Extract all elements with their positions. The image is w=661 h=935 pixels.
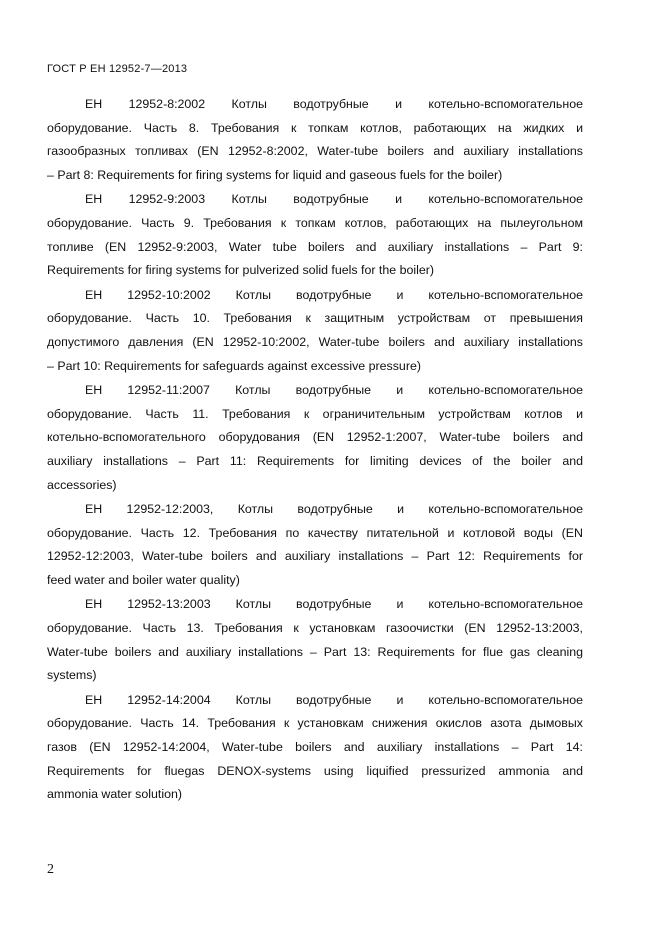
entry-line: оборудование. Часть 9. Требования к топкам котлов, работающих на пылеугольном xyxy=(47,215,583,230)
entry-line: ammonia water solution) xyxy=(47,787,182,802)
entry-line: feed water and boiler water quality) xyxy=(47,572,240,587)
reference-entry-en-12952-13 xyxy=(47,593,583,687)
entry-line: топливе (EN 12952-9:2003, Water tube boilers and auxiliary installations – Part 9: xyxy=(47,239,583,254)
entry-line: – Part 10: Requirements for safeguards against excessive pressure) xyxy=(47,358,421,373)
entry-line: ЕН 12952-8:2002 Котлы водотрубные и котельно-вспомогательное xyxy=(85,97,583,111)
entry-line: Water-tube boilers and auxiliary installations – Part 13: Requirements for flue gas cleaning xyxy=(47,644,583,659)
entry-line: оборудование. Часть 11. Требования к ограничительным устройствам котлов и xyxy=(47,406,583,421)
reference-entry-en-12952-8 xyxy=(47,93,583,187)
entry-line: котельно-вспомогательного оборудования (EN 12952-1:2007, Water-tube boilers and xyxy=(47,430,583,445)
entry-line: accessories) xyxy=(47,477,117,492)
reference-entry-en-12952-14 xyxy=(47,689,583,807)
entry-line: оборудование. Часть 13. Требования к установкам газоочистки (EN 12952-13:2003, xyxy=(47,621,583,636)
entry-line: газообразных топливах (EN 12952-8:2002, Water-tube boilers and auxiliary installations xyxy=(47,144,583,159)
entry-line: ЕН 12952-12:2003, Котлы водотрубные и котельно-вспомогательное xyxy=(85,502,583,517)
entry-line: ЕН 12952-14:2004 Котлы водотрубные и котельно-вспомогательное xyxy=(85,692,583,707)
reference-entry-en-12952-12 xyxy=(47,498,583,592)
entry-line: оборудование. Часть 14. Требования к установкам снижения окислов азота дымовых xyxy=(47,716,583,731)
entry-line: Requirements for firing systems for pulverized solid fuels for the boiler) xyxy=(47,263,435,278)
reference-entry-en-12952-9 xyxy=(47,188,583,282)
entry-line: оборудование. Часть 12. Требования по качеству питательной и котловой воды (EN xyxy=(47,525,583,540)
entry-line: газов (EN 12952-14:2004, Water-tube boilers and auxiliary installations – Part 14: xyxy=(47,740,583,755)
entry-line: ЕН 12952-9:2003 Котлы водотрубные и котельно-вспомогательное xyxy=(85,192,583,207)
entry-line: оборудование. Часть 8. Требования к топкам котлов, работающих на жидких и xyxy=(47,120,583,135)
entry-line: допустимого давления (EN 12952-10:2002, Water-tube boilers and auxiliary installations xyxy=(47,334,583,349)
reference-entry-en-12952-11 xyxy=(47,379,583,497)
entry-line: systems) xyxy=(47,668,97,683)
entry-line: ЕН 12952-11:2007 Котлы водотрубные и котельно-вспомогательное xyxy=(85,383,583,398)
entry-line: auxiliary installations – Part 11: Requirements for limiting devices of the boiler and xyxy=(47,453,583,468)
reference-entry-en-12952-10 xyxy=(47,284,583,378)
page-number: 2 xyxy=(47,862,54,877)
document-header: ГОСТ Р ЕН 12952-7—2013 xyxy=(47,63,188,75)
entry-line: оборудование. Часть 10. Требования к защитным устройствам от превышения xyxy=(47,311,583,326)
entry-line: – Part 8: Requirements for firing systems for liquid and gaseous fuels for the boiler) xyxy=(47,167,503,182)
entry-line: Requirements for fluegas DENOX-systems using liquified pressurized ammonia and xyxy=(47,763,583,778)
entry-line: ЕН 12952-13:2003 Котлы водотрубные и котельно-вспомогательное xyxy=(85,597,583,612)
entry-line: ЕН 12952-10:2002 Котлы водотрубные и котельно-вспомогательное xyxy=(85,287,583,302)
standards-reference-list xyxy=(47,93,583,808)
entry-line: 12952-12:2003, Water-tube boilers and auxiliary installations – Part 12: Requirements for xyxy=(47,549,583,564)
